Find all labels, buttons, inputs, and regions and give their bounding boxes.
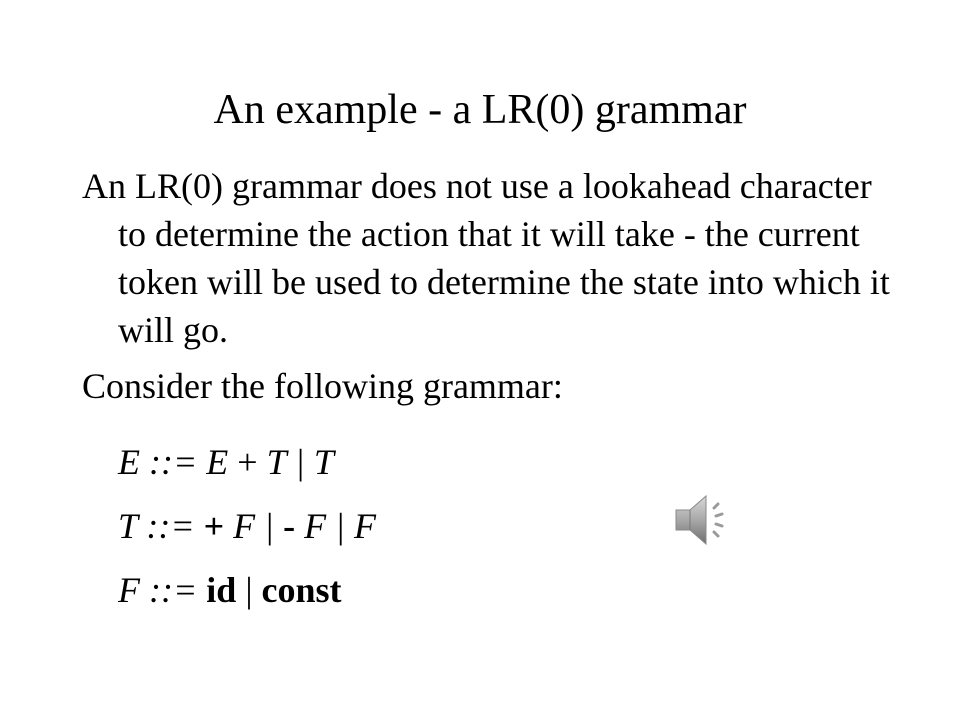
rule-lhs: E (118, 442, 140, 482)
speaker-icon[interactable] (672, 488, 736, 552)
rule-symbol: E (206, 442, 229, 482)
rule-symbol: F (304, 506, 327, 546)
rule-symbol: F (353, 506, 376, 546)
grammar-rules (118, 438, 376, 630)
rule-bar: | (326, 506, 354, 546)
grammar-rule-e (118, 438, 376, 486)
rule-operator: ::= (140, 570, 207, 610)
rule-symbol: F (233, 506, 256, 546)
grammar-rule-f (118, 566, 376, 614)
rule-plus: + (228, 442, 267, 482)
grammar-rule-t (118, 502, 376, 550)
paragraph-consider-grammar: Consider the following grammar: (82, 366, 563, 406)
rule-terminal-id: id (206, 570, 237, 610)
paragraph-lr0-description: An LR(0) grammar does not use a lookahead character to determine the action that it will take - the current token will be used to determine the state into which it will go. (82, 166, 890, 350)
rule-operator: ::= (140, 442, 207, 482)
rule-symbol: T (313, 442, 334, 482)
slide-body (82, 162, 902, 418)
rule-operator: ::= (137, 506, 204, 546)
speaker-icon-graphic (672, 488, 736, 552)
slide-title: An example - a LR(0) grammar (213, 87, 747, 133)
rule-lhs: T (118, 506, 138, 546)
rule-terminal-const: const (261, 570, 342, 610)
rule-minus: - (283, 506, 305, 546)
rule-lhs: F (118, 570, 140, 610)
rule-bar: | (285, 442, 314, 482)
rule-symbol: T (266, 442, 286, 482)
rule-bar: | (255, 506, 284, 546)
rule-bar: | (236, 570, 262, 610)
rule-plus: + (203, 506, 234, 546)
